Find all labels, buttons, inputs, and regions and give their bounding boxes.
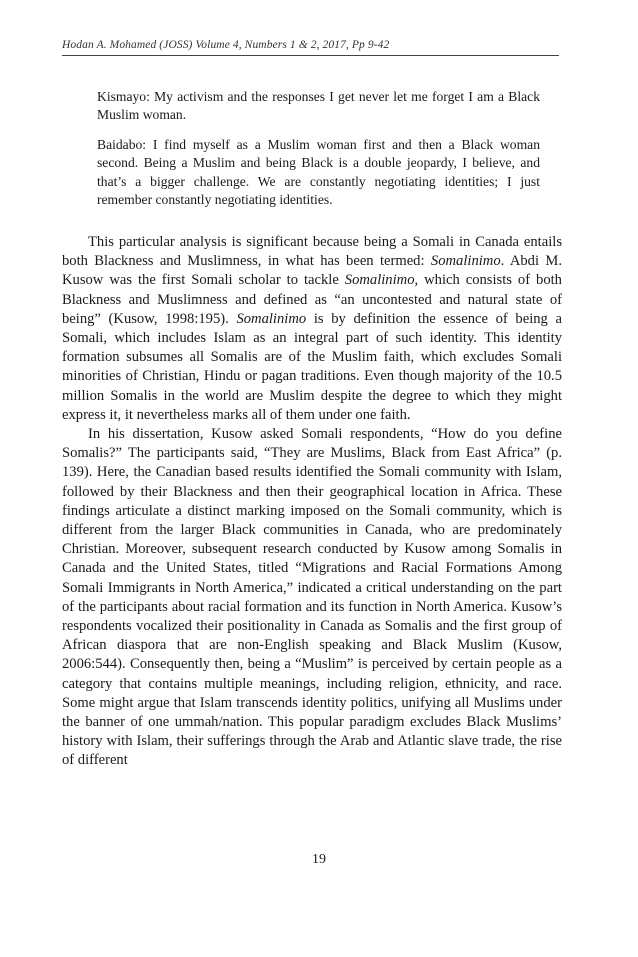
interview-quotes bbox=[97, 88, 540, 220]
quote-kismayo: Kismayo: My activism and the responses I get never let me forget I am a Black Muslim woman. bbox=[97, 89, 540, 123]
running-header: Hodan A. Mohamed (JOSS) Volume 4, Numbers 1 & 2, 2017, Pp 9-42 bbox=[62, 38, 559, 56]
paragraph-text: This particular analysis is significant because being a Somali in Canada entails both Blackness and Muslimness, in what has been termed: bbox=[62, 234, 562, 270]
paragraph-dissertation: In his dissertation, Kusow asked Somali respondents, “How do you define Somalis?” The participants said, “They are Muslims, Black from East Africa” (p. 139). Here, the Canadian based results identified the Somali community with Islam, followed by their Blackness and then their geographical location in Africa. These findings articulate a distinct marking imposed on the Somali community, which is different from the larger Black communities in Canada, who are predominately Christian. Moreover, subsequent research conducted by Kusow among Somalis in Canada and the United States, titled “Migrations and Racial Formations Among Somali Immigrants in North America,” indicated a critical understanding on the part of the participants about racial formation and its function in North America. Kusow’s respondents vocalized their positionality in Canada as Somalis and the first group of African diaspora that are non-English speaking and Black Muslim (Kusow, 2006:544). Consequently then, being a “Muslim” is perceived by certain people as a category that contains multiple meanings, including religion, ethnicity, and race. Some might argue that Islam transcends identity politics, unifying all Muslims under the banner of one ummah/nation. This popular paradigm excludes Black Muslims’ history with Islam, their sufferings through the Arab and Atlantic slave trade, the rise of different bbox=[62, 426, 562, 769]
page-number: 19 bbox=[312, 852, 326, 867]
italic-term: Somalinimo bbox=[236, 310, 307, 327]
italic-term: Somalinimo bbox=[430, 253, 501, 270]
paragraph-text: , which consists of both Blackness and Muslimness and defined as “an uncontested and natural state of being” (Kusow, 1998:195). bbox=[62, 272, 562, 327]
italic-term: Somalinimo bbox=[344, 272, 415, 289]
paragraph-text: . Abdi M. Kusow was the first Somali scholar to tackle bbox=[62, 253, 563, 289]
body-text bbox=[62, 233, 562, 771]
paragraph-text: is by definition the essence of being a Somali, which includes Islam as an integral part of such identity. This identity formation subsumes all Somalis are of the Muslim faith, which excludes Somali minorities of Christian, Hindu or pagan traditions. Even though majority of the 10.5 million Somalis in the world are Muslim despite the degree to which they might express it, it nevertheless marks all of them under one faith. bbox=[62, 310, 562, 423]
paragraph-somalinimo bbox=[62, 233, 562, 425]
quote-baidabo: Baidabo: I find myself as a Muslim woman first and then a Black woman second. Being a Muslim and being Black is a double jeopardy, I believe, and that’s a bigger challenge. We are constantly negotiating identities; I just remember constantly negotiating identities. bbox=[97, 136, 540, 208]
